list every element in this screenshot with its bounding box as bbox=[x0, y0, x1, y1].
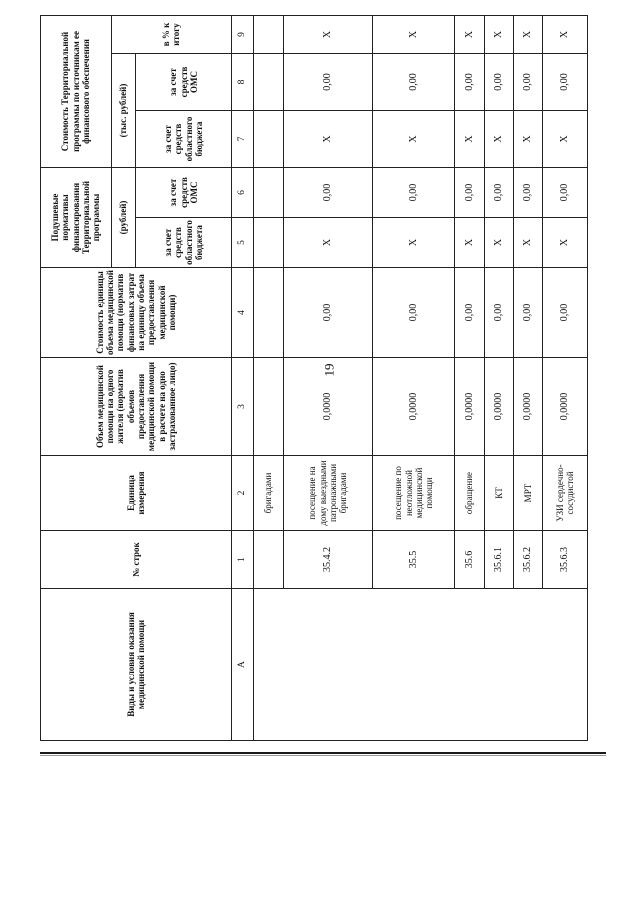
col-number-3: 3 bbox=[231, 358, 253, 456]
col-number-a: А bbox=[231, 589, 253, 741]
rotated-table-container bbox=[40, 16, 588, 741]
row-unit-cost: 0,00 bbox=[455, 268, 484, 358]
row-regional-cost: Х bbox=[543, 111, 588, 168]
table-cell bbox=[254, 168, 283, 218]
table-cell bbox=[254, 268, 283, 358]
row-unit-cost: 0,00 bbox=[484, 268, 513, 358]
col-number-6: 6 bbox=[231, 168, 253, 218]
header-regional-budget-cost: за счет средств областного бюджета bbox=[136, 111, 231, 168]
row-oms-norm: 0,00 bbox=[513, 168, 542, 218]
col-number-7: 7 bbox=[231, 111, 253, 168]
table-cell bbox=[254, 358, 283, 456]
header-line-number: № строк bbox=[41, 531, 232, 589]
medical-care-table bbox=[40, 15, 588, 741]
header-program-cost: Стоимость Территориальной программы по источникам ее финансового обеспечения bbox=[41, 15, 112, 167]
page-number: 19 bbox=[321, 363, 337, 377]
row-line-number: 35.6 bbox=[455, 531, 484, 589]
row-volume: 0,0000 bbox=[513, 358, 542, 456]
row-line-number: 35.6.2 bbox=[513, 531, 542, 589]
row-percent: Х bbox=[283, 15, 373, 53]
row-percent: Х bbox=[455, 15, 484, 53]
table-cell bbox=[254, 54, 283, 111]
row-volume: 0,0000 bbox=[283, 358, 373, 456]
row-unit: обращение bbox=[455, 456, 484, 531]
row-percent: Х bbox=[513, 15, 542, 53]
row-unit-cost: 0,00 bbox=[283, 268, 373, 358]
header-percent-of-total: в % к итогу bbox=[111, 15, 231, 53]
row-oms-cost: 0,00 bbox=[283, 54, 373, 111]
row-regional-cost: Х bbox=[513, 111, 542, 168]
col-number-2: 2 bbox=[231, 456, 253, 531]
table-cell bbox=[254, 218, 283, 268]
row-regional-cost: Х bbox=[373, 111, 455, 168]
col-number-1: 1 bbox=[231, 531, 253, 589]
header-unit-rubles: (рублей) bbox=[111, 168, 136, 268]
row-unit-cost: 0,00 bbox=[543, 268, 588, 358]
row-regional-norm: Х bbox=[455, 218, 484, 268]
header-oms-norm: за счет средств ОМС bbox=[136, 168, 231, 218]
row-oms-norm: 0,00 bbox=[484, 168, 513, 218]
row-volume: 0,0000 bbox=[484, 358, 513, 456]
row-unit: УЗИ сердечно-сосудистой bbox=[543, 456, 588, 531]
row-oms-cost: 0,00 bbox=[513, 54, 542, 111]
row-oms-norm: 0,00 bbox=[283, 168, 373, 218]
row-regional-norm: Х bbox=[373, 218, 455, 268]
page-bottom-rule bbox=[40, 752, 606, 754]
table-cell-unit: бригадами bbox=[254, 456, 283, 531]
header-unit: Единица измерения bbox=[41, 456, 232, 531]
row-unit: МРТ bbox=[513, 456, 542, 531]
row-line-number: 35.6.3 bbox=[543, 531, 588, 589]
row-line-number: 35.6.1 bbox=[484, 531, 513, 589]
row-regional-norm: Х bbox=[484, 218, 513, 268]
row-percent: Х bbox=[543, 15, 588, 53]
row-oms-norm: 0,00 bbox=[455, 168, 484, 218]
table-cell bbox=[254, 531, 283, 589]
row-volume: 0,0000 bbox=[373, 358, 455, 456]
row-percent: Х bbox=[484, 15, 513, 53]
header-regional-budget-norm: за счет средств областного бюджета bbox=[136, 218, 231, 268]
row-regional-norm: Х bbox=[513, 218, 542, 268]
row-regional-norm: Х bbox=[283, 218, 373, 268]
col-number-9: 9 bbox=[231, 15, 253, 53]
row-line-number: 35.4.2 bbox=[283, 531, 373, 589]
col-number-8: 8 bbox=[231, 54, 253, 111]
row-regional-cost: Х bbox=[283, 111, 373, 168]
row-volume: 0,0000 bbox=[455, 358, 484, 456]
row-regional-norm: Х bbox=[543, 218, 588, 268]
row-volume: 0,0000 bbox=[543, 358, 588, 456]
header-unit-cost: Стоимость единицы объема медицинской помощи (норматив финансовых затрат на единицу объема предоставления медицинской помощи) bbox=[41, 268, 232, 358]
row-oms-cost: 0,00 bbox=[543, 54, 588, 111]
col-number-4: 4 bbox=[231, 268, 253, 358]
header-oms-cost: за счет средств ОМС bbox=[136, 54, 231, 111]
row-unit: посещение на дому выездными патронажными бригадами bbox=[283, 456, 373, 531]
row-unit: посещение по неотложной медицинской помощи bbox=[373, 456, 455, 531]
row-oms-norm: 0,00 bbox=[373, 168, 455, 218]
page-bottom-rule-thin bbox=[40, 755, 606, 756]
row-oms-cost: 0,00 bbox=[455, 54, 484, 111]
row-oms-norm: 0,00 bbox=[543, 168, 588, 218]
header-unit-thousand-rubles: (тыс. рублей) bbox=[111, 54, 136, 168]
row-oms-cost: 0,00 bbox=[484, 54, 513, 111]
row-regional-cost: Х bbox=[455, 111, 484, 168]
row-unit-cost: 0,00 bbox=[513, 268, 542, 358]
row-percent: Х bbox=[373, 15, 455, 53]
row-unit: КТ bbox=[484, 456, 513, 531]
row-line-number: 35.5 bbox=[373, 531, 455, 589]
row-regional-cost: Х bbox=[484, 111, 513, 168]
row-oms-cost: 0,00 bbox=[373, 54, 455, 111]
table-cell bbox=[254, 15, 283, 53]
row-unit-cost: 0,00 bbox=[373, 268, 455, 358]
types-cell-empty bbox=[254, 589, 588, 741]
header-volume-per-capita: Объем медицинской помощи на одного жителя (норматив объемов предоставления медицинской помощи в расчете на одно застрахованное лицо) bbox=[41, 358, 232, 456]
header-per-capita-norms: Подушевые нормативы финансирования Территориальной программы bbox=[41, 168, 112, 268]
header-types-of-care: Виды и условия оказания медицинской помощи bbox=[41, 589, 232, 741]
table-cell bbox=[254, 111, 283, 168]
col-number-5: 5 bbox=[231, 218, 253, 268]
